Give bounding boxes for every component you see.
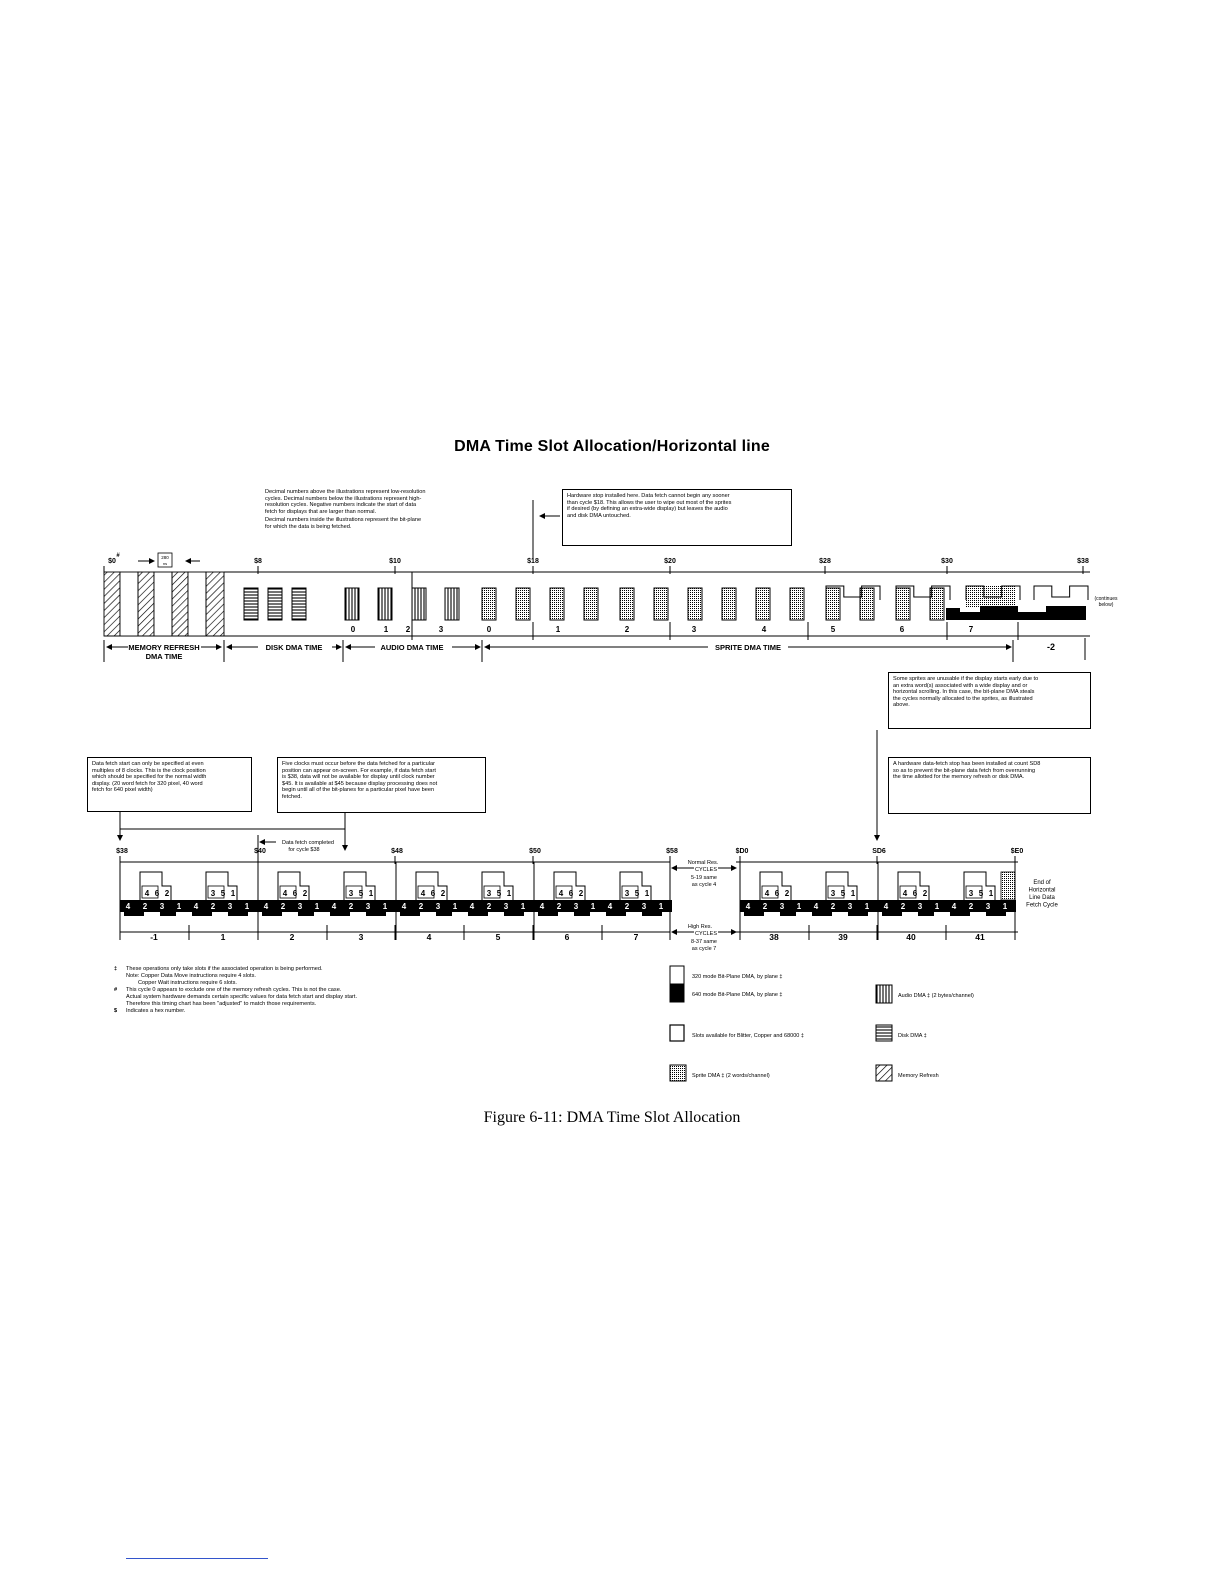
note-line: $45. It is available at $45 because display processing does not xyxy=(282,780,438,787)
figure-caption: Figure 6-11: DMA Time Slot Allocation xyxy=(483,1109,741,1126)
ns-value: 280 xyxy=(161,555,169,560)
legend-label: Audio DMA ‡ (2 bytes/channel) xyxy=(898,993,974,999)
note-line: which should be specified for the normal width xyxy=(92,774,207,781)
lores-plane-number: 4 xyxy=(764,889,770,898)
hires-plane-number: 3 xyxy=(297,902,303,911)
hex-label: SD6 xyxy=(872,848,886,855)
hires-plane-number: 2 xyxy=(348,902,354,911)
hex-label: $10 xyxy=(389,558,401,565)
hires-plane-number: 1 xyxy=(176,902,182,911)
hires-plane-number: 2 xyxy=(968,902,974,911)
audio-channel-number: 1 xyxy=(383,625,389,634)
sprite-slot xyxy=(550,588,564,620)
lores-plane-number: 1 xyxy=(368,889,374,898)
audio-slot xyxy=(412,588,426,620)
hires-plane-number: 1 xyxy=(796,902,802,911)
hires-plane-number: 4 xyxy=(125,902,131,911)
hires-band xyxy=(120,900,258,912)
page-title: DMA Time Slot Allocation/Horizontal line xyxy=(454,438,770,455)
legend-swatch-refresh xyxy=(876,1065,892,1081)
note-line: display. (20 word fetch for 320 pixel, 40 word xyxy=(92,780,203,787)
sprite-slot xyxy=(896,588,910,620)
hires-plane-number: 1 xyxy=(244,902,250,911)
hires-plane-number: 2 xyxy=(556,902,562,911)
lores-plane-number: 5 xyxy=(220,889,226,898)
lores-plane-number: 4 xyxy=(282,889,288,898)
hires-plane-number: 2 xyxy=(210,902,216,911)
hires-band-step xyxy=(262,912,386,916)
footnote-text: Therefore this timing chart has been "adjusted" to match those requirements. xyxy=(126,1001,317,1007)
hex-label: $28 xyxy=(819,558,831,565)
footnote-text: Actual system hardware demands certain specific values for data fetch start and display start. xyxy=(126,994,358,1000)
hires-band xyxy=(534,900,672,912)
hex-label: $D0 xyxy=(735,848,749,855)
hex-label: $8 xyxy=(254,558,262,565)
lores-plane-number: 2 xyxy=(784,889,790,898)
hires-plane-number: 4 xyxy=(951,902,957,911)
footnote-text: This cycle 0 appears to exclude one of the memory refresh cycles. This is not the case. xyxy=(126,987,342,993)
high-res-label: 8-37 same xyxy=(691,939,717,945)
high-res-label: High Res. xyxy=(687,924,713,930)
hires-band xyxy=(258,900,396,912)
hex-label: $30 xyxy=(941,558,953,565)
hires-plane-number: 4 xyxy=(745,902,751,911)
lores-plane-number: 4 xyxy=(902,889,908,898)
hex-label: $50 xyxy=(529,848,541,855)
free-slot xyxy=(120,572,138,636)
sprite-slot xyxy=(584,588,598,620)
hires-plane-number: 2 xyxy=(486,902,492,911)
hires-plane-number: 1 xyxy=(452,902,458,911)
refresh-slot xyxy=(104,572,120,636)
legend-label: 320 mode Bit-Plane DMA, by plane ‡ xyxy=(692,974,783,980)
note-line: so as to prevent the bit-plane data fetch from overrunning xyxy=(893,767,1036,774)
free-slot xyxy=(188,572,206,636)
hires-cycle-number: 5 xyxy=(495,932,501,942)
legend-label: Sprite DMA ‡ (2 words/channel) xyxy=(692,1073,770,1079)
footnote-text: Indicates a hex number. xyxy=(126,1008,186,1014)
lores-plane-number: 3 xyxy=(830,889,836,898)
note-decimal-numbers xyxy=(265,489,480,531)
hires-band xyxy=(878,900,1016,912)
lores-plane-number: 4 xyxy=(144,889,150,898)
sprite-channel-number: 0 xyxy=(486,625,492,634)
hires-cycle-number: 2 xyxy=(289,932,295,942)
hires-cycle-number: 40 xyxy=(906,932,916,942)
hires-plane-number: 3 xyxy=(435,902,441,911)
lores-plane-number: 6 xyxy=(568,889,574,898)
lores-plane-number: 3 xyxy=(348,889,354,898)
hex-label: $E0 xyxy=(1010,848,1024,855)
note-line: fetch for displays that are larger than normal. xyxy=(265,508,376,515)
legend-swatch-sprite xyxy=(670,1065,686,1081)
hires-plane-number: 1 xyxy=(314,902,320,911)
legend-swatch-hires xyxy=(670,984,684,1002)
hires-plane-number: 4 xyxy=(539,902,545,911)
hires-plane-number: 2 xyxy=(280,902,286,911)
continues-note: below) xyxy=(1098,602,1114,608)
hex-label: $58 xyxy=(666,848,678,855)
note-line: fetch for 640 pixel width) xyxy=(92,787,153,794)
note-five-clocks xyxy=(277,757,486,813)
hires-plane-number: 3 xyxy=(917,902,923,911)
end-of-line-note: Horizontal xyxy=(1028,887,1056,894)
hires-cycle-number: -1 xyxy=(150,932,158,942)
bitplane-step-outline xyxy=(1034,586,1088,600)
note-line: Some sprites are unusable if the display starts early due to xyxy=(893,676,1039,682)
refresh-slot xyxy=(172,572,188,636)
note-hardware-stop xyxy=(562,489,792,546)
footnote xyxy=(114,973,357,980)
sprite-slot xyxy=(688,588,702,620)
legend-label: Slots available for Blitter, Copper and 68000 ‡ xyxy=(692,1033,804,1039)
note-line: fetched. xyxy=(282,793,302,800)
note-line: Data fetch start can only be specified at even xyxy=(92,761,204,767)
sprite-slot xyxy=(654,588,668,620)
hires-plane-number: 2 xyxy=(830,902,836,911)
hires-cycle-number: 3 xyxy=(358,932,364,942)
hex-label: $48 xyxy=(391,848,403,855)
hires-plane-number: 3 xyxy=(227,902,233,911)
lores-plane-number: 5 xyxy=(358,889,364,898)
lores-plane-number: 5 xyxy=(840,889,846,898)
note-line: multiples of 8 clocks. This is the clock position xyxy=(92,767,206,774)
footnote-symbol: $ xyxy=(114,1008,118,1014)
hires-band xyxy=(740,900,878,912)
legend-swatch-free xyxy=(670,1025,684,1041)
lores-plane-number: 6 xyxy=(154,889,160,898)
hires-plane-number: 1 xyxy=(864,902,870,911)
footnote-text: Copper Wait instructions require 6 slots. xyxy=(138,980,237,986)
footnote-symbol: # xyxy=(114,987,118,993)
hires-plane-number: 2 xyxy=(900,902,906,911)
hires-band-step xyxy=(124,912,248,916)
note-line: Decimal numbers inside the illustrations represent the bit-plane xyxy=(265,517,422,524)
hex-label: $20 xyxy=(664,558,676,565)
sprite-bracket-label: SPRITE DMA TIME xyxy=(715,643,781,652)
hires-cycle-label: -2 xyxy=(1046,642,1056,652)
lores-plane-number: 1 xyxy=(644,889,650,898)
lores-plane-number: 4 xyxy=(420,889,426,898)
hires-plane-number: 4 xyxy=(607,902,613,911)
sprite-channel-number: 5 xyxy=(830,625,836,634)
footnote-text: These operations only take slots if the associated operation is being performed. xyxy=(126,966,323,972)
note-line: and disk DMA untouched. xyxy=(567,512,631,519)
hires-cycle-number: 41 xyxy=(975,932,985,942)
note-line: the cycles normally allocated to the sprites, as illustrated xyxy=(893,695,1033,702)
lores-plane-number: 5 xyxy=(978,889,984,898)
hires-band-step xyxy=(882,912,1006,916)
free-slot xyxy=(154,572,172,636)
hires-plane-number: 2 xyxy=(762,902,768,911)
lores-plane-number: 6 xyxy=(912,889,918,898)
note-line: than cycle $18. This allows the user to wipe out most of the sprites xyxy=(567,499,732,506)
hires-band-step xyxy=(400,912,524,916)
lores-plane-number: 2 xyxy=(164,889,170,898)
hires-plane-number: 3 xyxy=(847,902,853,911)
note-line: an extra word(s) associated with a wide display and or xyxy=(893,682,1028,689)
hires-plane-number: 3 xyxy=(641,902,647,911)
audio-channel-number: 0 xyxy=(350,625,356,634)
sprite-channel-number: 6 xyxy=(899,625,905,634)
audio-channel-number: 2 xyxy=(405,625,411,634)
hires-plane-number: 4 xyxy=(813,902,819,911)
hex-label: $38 xyxy=(116,848,128,855)
hires-plane-number: 1 xyxy=(520,902,526,911)
sprite-channel-number: 2 xyxy=(624,625,630,634)
sprite-slot xyxy=(516,588,530,620)
lores-plane-number: 2 xyxy=(922,889,928,898)
hires-plane-number: 1 xyxy=(658,902,664,911)
hires-plane-number: 4 xyxy=(193,902,199,911)
hires-plane-number: 3 xyxy=(985,902,991,911)
note-line: cycles. Decimal numbers below the illustrations represent high- xyxy=(265,495,422,502)
lores-plane-number: 3 xyxy=(210,889,216,898)
legend-label: Disk DMA ‡ xyxy=(898,1033,927,1039)
ns-unit: ns xyxy=(162,561,168,566)
note-line: Decimal numbers above the illustrations represent low-resolution xyxy=(265,489,426,495)
legend-label: Memory Refresh xyxy=(898,1073,939,1079)
end-of-line-note: End of xyxy=(1033,880,1051,886)
normal-res-label: CYCLES xyxy=(694,867,718,873)
footer-rule xyxy=(126,1558,268,1559)
hires-plane-number: 1 xyxy=(590,902,596,911)
lores-plane-number: 1 xyxy=(230,889,236,898)
continues-note: (continues xyxy=(1094,596,1118,602)
hires-plane-number: 2 xyxy=(624,902,630,911)
hires-plane-number: 1 xyxy=(934,902,940,911)
note-line: the time allotted for the memory refresh or disk DMA. xyxy=(893,774,1025,781)
lores-plane-number: 3 xyxy=(968,889,974,898)
sprite-channel-number: 3 xyxy=(691,625,697,634)
end-slot xyxy=(1001,872,1015,900)
lores-plane-number: 5 xyxy=(634,889,640,898)
hires-plane-number: 2 xyxy=(418,902,424,911)
fetch-complete-label: for cycle $38 xyxy=(288,847,320,853)
refresh-bracket-label: DMA TIME xyxy=(145,652,183,661)
hires-plane-number: 1 xyxy=(1002,902,1008,911)
legend-group xyxy=(670,966,974,1081)
lores-plane-number: 3 xyxy=(624,889,630,898)
hires-plane-number: 4 xyxy=(263,902,269,911)
hires-plane-number: 1 xyxy=(382,902,388,911)
note-line: Five clocks must occur before the data fetched for a particular xyxy=(282,761,435,767)
hires-plane-number: 4 xyxy=(331,902,337,911)
sprite-channel-number: 1 xyxy=(555,625,561,634)
sprite-slot xyxy=(482,588,496,620)
footnote xyxy=(114,966,357,973)
end-of-line-note: Line Data xyxy=(1029,895,1055,901)
audio-channel-number: 3 xyxy=(438,625,444,634)
sprite-slot xyxy=(826,588,840,620)
lores-plane-number: 6 xyxy=(292,889,298,898)
sprite-channel-number: 4 xyxy=(761,625,767,634)
lores-plane-number: 2 xyxy=(440,889,446,898)
hires-plane-number: 4 xyxy=(883,902,889,911)
hex-label: $40 xyxy=(254,848,266,855)
hires-cycle-number: 38 xyxy=(769,932,779,942)
normal-res-label: 5-19 same xyxy=(691,875,717,881)
hires-cycle-number: 39 xyxy=(838,932,848,942)
legend-swatch-disk xyxy=(876,1025,892,1041)
lores-plane-number: 1 xyxy=(988,889,994,898)
hires-plane-number: 3 xyxy=(573,902,579,911)
lores-plane-number: 6 xyxy=(430,889,436,898)
audio-bracket-label: AUDIO DMA TIME xyxy=(380,643,444,652)
note-sprites-unusable xyxy=(888,672,1091,729)
zero-mark: # xyxy=(116,553,120,559)
hires-plane-number: 2 xyxy=(142,902,148,911)
note-line: A hardware data-fetch stop has been installed at count SD8 xyxy=(893,761,1041,767)
note-line: above. xyxy=(893,702,910,709)
sprite-slot xyxy=(756,588,770,620)
hires-plane-number: 3 xyxy=(365,902,371,911)
disk-slot xyxy=(268,588,282,620)
footnotes xyxy=(114,966,357,1015)
end-of-line-note: Fetch Cycle xyxy=(1026,902,1058,909)
footnote xyxy=(114,994,357,1001)
hires-cycle-number: 1 xyxy=(220,932,226,942)
footnote-text: Note: Copper Data Move instructions require 4 slots. xyxy=(126,973,256,979)
footnote xyxy=(114,980,357,987)
hires-band xyxy=(396,900,534,912)
hires-cycle-number: 7 xyxy=(633,932,639,942)
high-res-label: CYCLES xyxy=(694,931,718,937)
hires-band-step xyxy=(744,912,868,916)
hires-cycle-number: 4 xyxy=(426,932,432,942)
sprite-channel-number: 7 xyxy=(968,625,974,634)
note-hardware-data-stop xyxy=(888,757,1091,814)
hex-label: $18 xyxy=(527,558,539,565)
note-line: for which the data is being fetched. xyxy=(265,523,352,530)
refresh-slot xyxy=(206,572,224,636)
refresh-bracket-label: MEMORY REFRESH xyxy=(128,643,200,652)
fetch-complete-label: Data fetch completed xyxy=(282,840,334,846)
hires-bitplane-band xyxy=(946,606,1086,620)
note-line: if desired (by defining an extra-wide display) but leaves the audio xyxy=(567,506,728,513)
hires-plane-number: 4 xyxy=(469,902,475,911)
hires-cycle-number: 6 xyxy=(564,932,570,942)
note-line: resolution cycles. Negative numbers indicate the start of data xyxy=(265,502,417,509)
lores-plane-number: 5 xyxy=(496,889,502,898)
hires-plane-number: 3 xyxy=(159,902,165,911)
hex-label: $38 xyxy=(1077,558,1089,565)
footnote-symbol: ‡ xyxy=(114,966,118,972)
refresh-slot xyxy=(138,572,154,636)
footnote xyxy=(114,1008,357,1015)
lores-plane-number: 2 xyxy=(578,889,584,898)
disk-slot xyxy=(292,588,306,620)
note-data-fetch-start xyxy=(87,757,252,812)
hires-plane-number: 3 xyxy=(779,902,785,911)
hires-plane-number: 4 xyxy=(401,902,407,911)
hires-band-step xyxy=(538,912,662,916)
legend-label: 640 mode Bit-Plane DMA, by plane ‡ xyxy=(692,992,783,998)
lores-plane-number: 3 xyxy=(486,889,492,898)
note-line: position can appear on-screen. For example, if data fetch start xyxy=(282,767,436,774)
normal-res-label: as cycle 4 xyxy=(691,882,717,888)
lores-plane-number: 4 xyxy=(558,889,564,898)
audio-slot xyxy=(445,588,459,620)
normal-res-label: Normal Res. xyxy=(687,860,719,866)
sprite-slot xyxy=(620,588,634,620)
footnote xyxy=(114,987,357,994)
disk-slot xyxy=(244,588,258,620)
hires-plane-number: 3 xyxy=(503,902,509,911)
legend-swatch-audio xyxy=(876,985,892,1003)
sprite-slot xyxy=(722,588,736,620)
audio-slot xyxy=(345,588,359,620)
footnote xyxy=(114,1001,357,1008)
high-res-label: as cycle 7 xyxy=(691,946,717,952)
sprite-slot xyxy=(790,588,804,620)
lores-plane-number: 2 xyxy=(302,889,308,898)
note-line: is $38, data will not be available for display until clock number xyxy=(282,774,435,781)
hex-label: $0 xyxy=(108,558,116,565)
lores-plane-number: 1 xyxy=(850,889,856,898)
audio-slot xyxy=(378,588,392,620)
lores-plane-number: 6 xyxy=(774,889,780,898)
sprite-slot xyxy=(966,586,1016,608)
disk-bracket-label: DISK DMA TIME xyxy=(265,643,323,652)
note-line: horizontal scrolling. In this case, the bit-plane DMA steals xyxy=(893,689,1035,696)
lores-plane-number: 1 xyxy=(506,889,512,898)
note-line: Hardware stop installed here. Data fetch cannot begin any sooner xyxy=(567,493,730,499)
note-line: begin until all of the bit-planes for a particular pixel have been xyxy=(282,787,435,794)
